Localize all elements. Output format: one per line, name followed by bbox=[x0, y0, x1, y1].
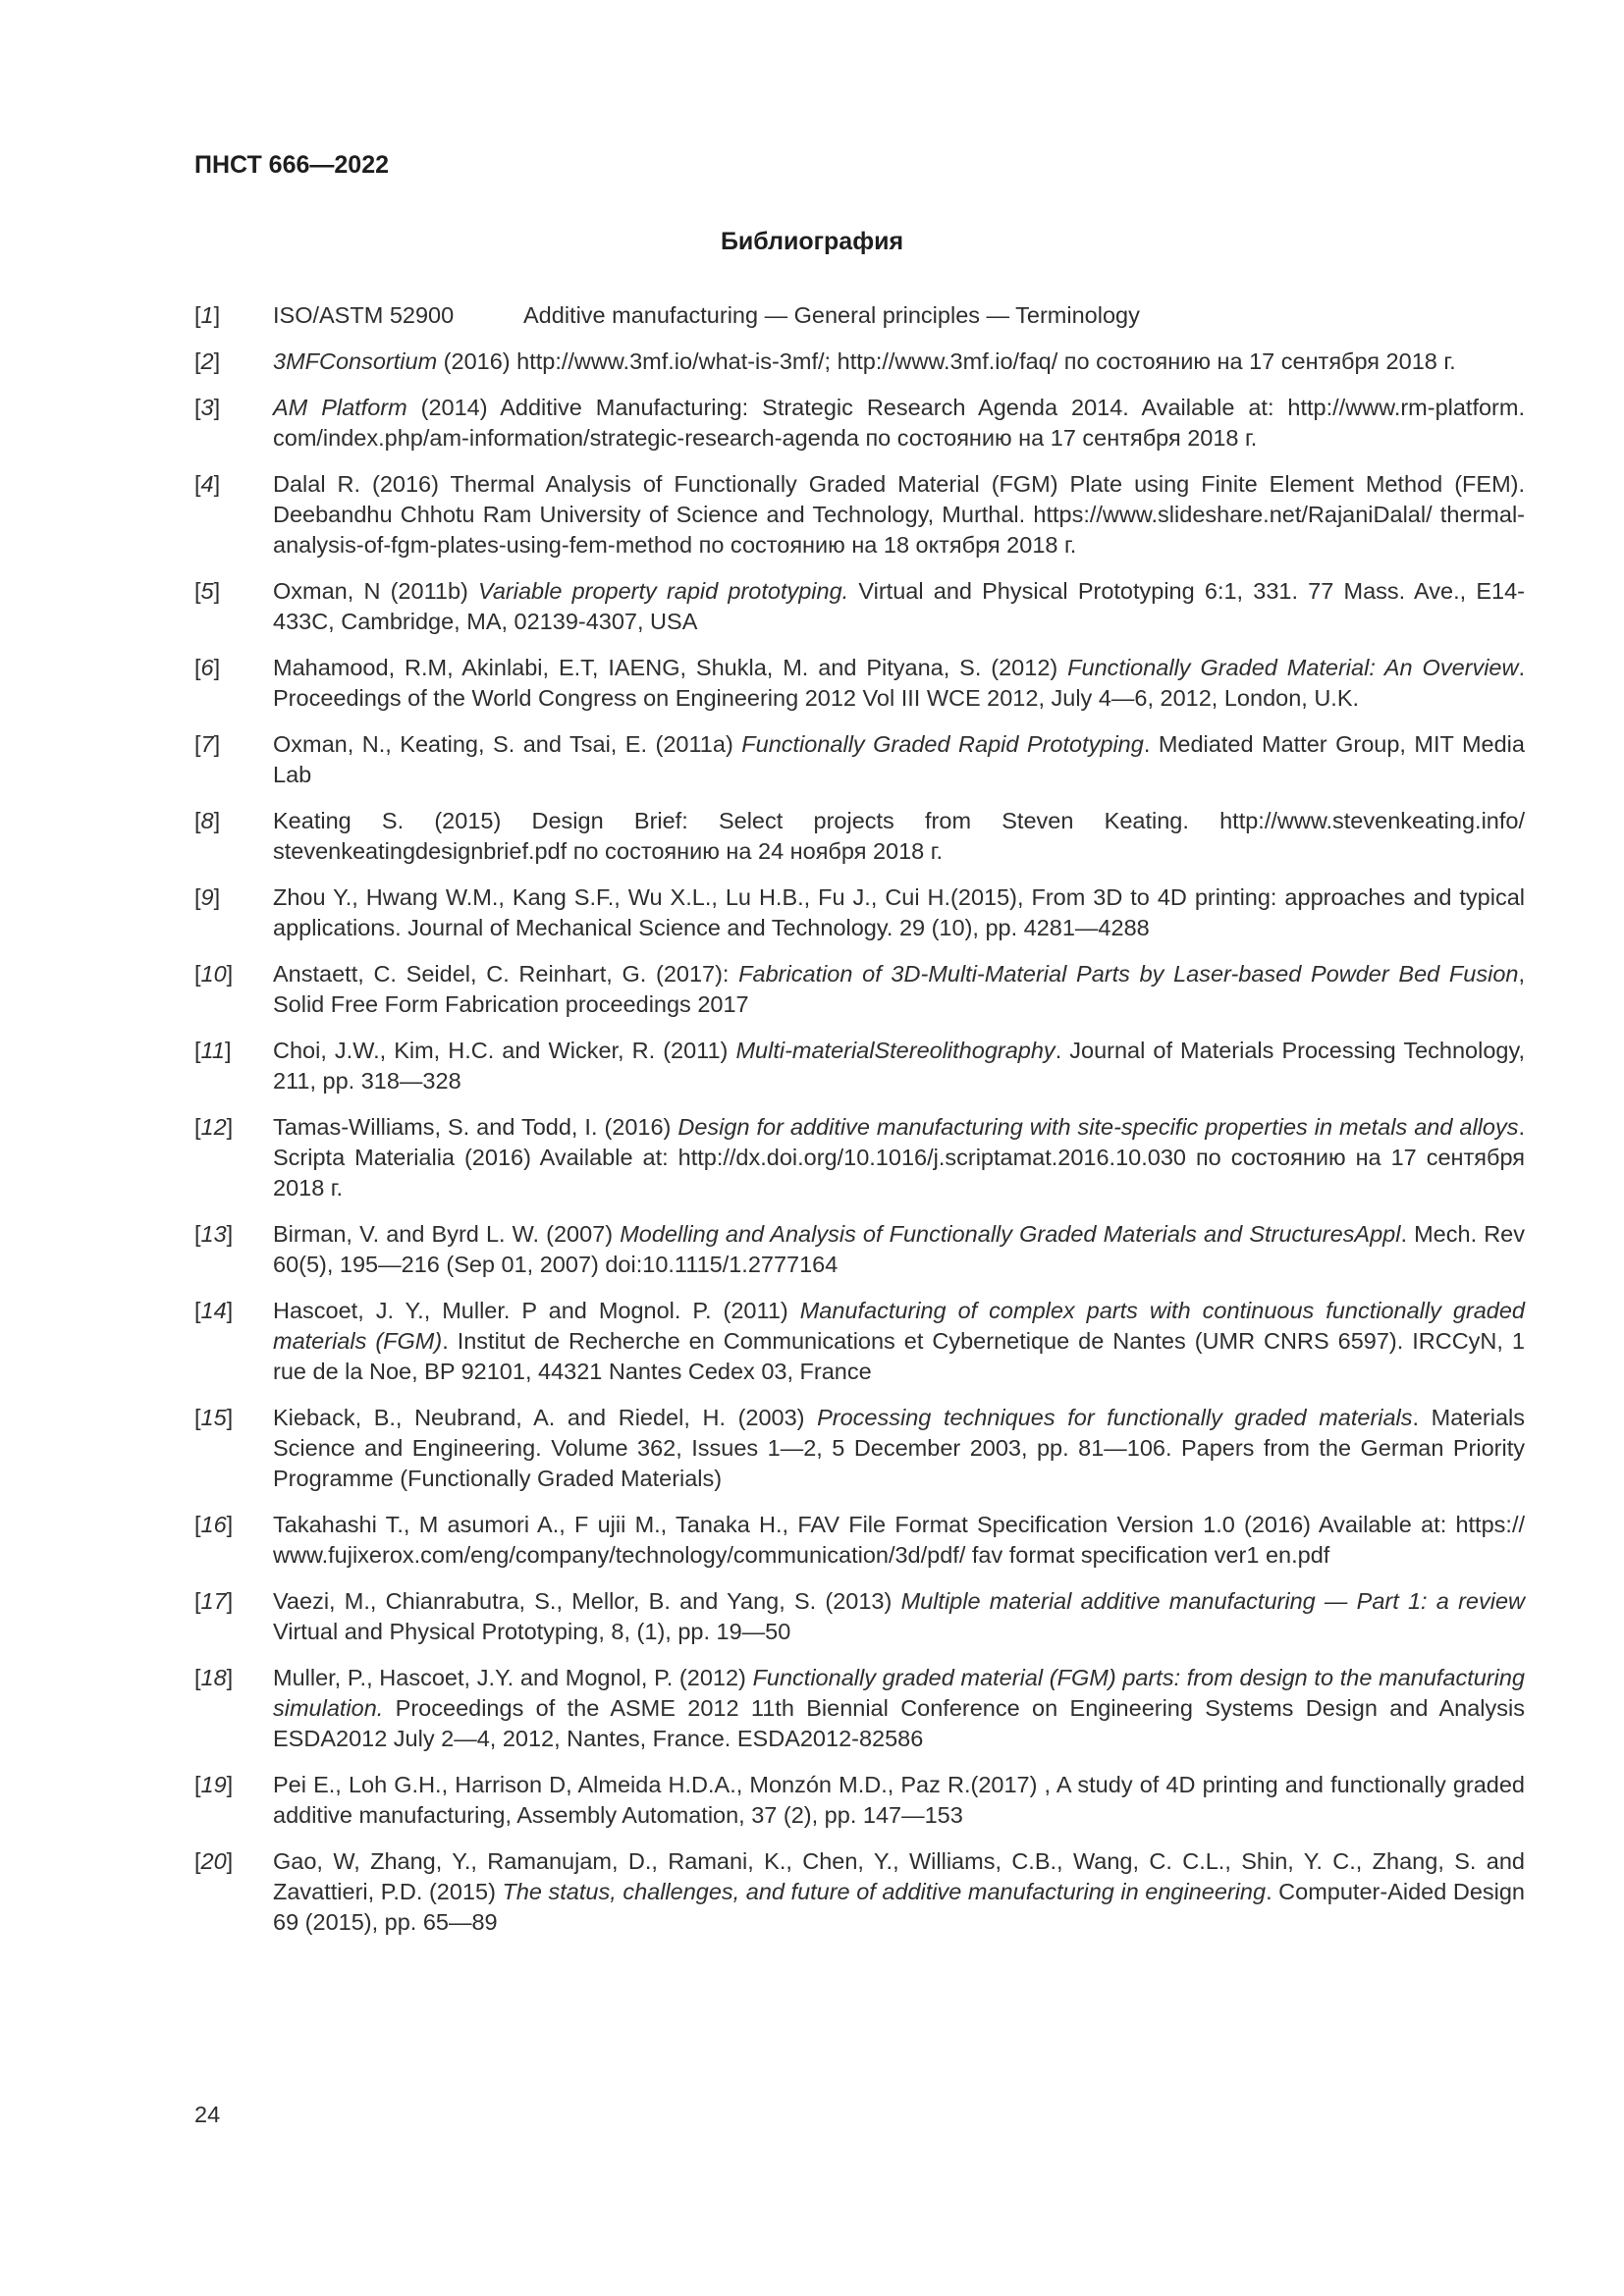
entry-number: [2] bbox=[194, 348, 221, 374]
entry-number-value: 5 bbox=[200, 578, 214, 604]
page-number: 24 bbox=[194, 2102, 221, 2127]
entry-italic-title: Manufacturing of complex parts with continuous functionally graded materials (FGM) bbox=[273, 1298, 1525, 1354]
entry-number-value: 7 bbox=[200, 731, 214, 757]
bibliography-entry bbox=[194, 1846, 1525, 1938]
entry-text bbox=[273, 348, 1456, 374]
entry-number: [15] bbox=[194, 1405, 234, 1430]
entry-text bbox=[273, 1665, 1525, 1751]
bibliography-title: Библиография bbox=[720, 228, 904, 255]
entry-text bbox=[273, 961, 1525, 1017]
entry-text-segment: Tamas-Williams, S. and Todd, I. (2016) bbox=[273, 1114, 678, 1140]
entry-text-segment: . Materials Science and Engineering. Volume 362, Issues 1—2, 5 December 2003, pp. 81—106. Papers from the German Priority Programme (Functionally Graded Materials) bbox=[273, 1405, 1525, 1491]
entry-text-segment: . Mech. Rev 60(5), 195—216 (Sep 01, 2007) doi:10.1115/1.2777164 bbox=[273, 1221, 1525, 1277]
entry-italic-title: Fabrication of 3D-Multi-Material Parts by Laser-based Powder Bed Fusion bbox=[738, 961, 1519, 987]
entry-text bbox=[273, 655, 1525, 711]
entry-italic-title: Functionally Graded Material: An Overview bbox=[1067, 655, 1519, 680]
entry-text-segment: Additive manufacturing — General principles — Terminology bbox=[523, 302, 1140, 328]
entry-text-segment: Hascoet, J. Y., Muller. P and Mognol. P. (2011) bbox=[273, 1298, 800, 1323]
bibliography-entry bbox=[194, 347, 1525, 377]
entry-text-segment: Virtual and Physical Prototyping 6:1, 331. 77 Mass. Ave., E14-433C, Cambridge, MA, 02139-4307, USA bbox=[273, 578, 1525, 634]
bibliography-entry bbox=[194, 393, 1525, 454]
entry-number-value: 16 bbox=[200, 1512, 227, 1537]
bibliography-entry bbox=[194, 1296, 1525, 1387]
entry-number: [10] bbox=[194, 961, 234, 987]
entry-number: [11] bbox=[194, 1038, 232, 1063]
entry-text bbox=[273, 1114, 1525, 1201]
entry-number-value: 20 bbox=[200, 1848, 227, 1874]
entry-number: [4] bbox=[194, 471, 221, 497]
entry-italic-title: Design for additive manufacturing with site-specific properties in metals and alloys bbox=[677, 1114, 1519, 1140]
entry-number-value: 1 bbox=[200, 302, 214, 328]
entry-text bbox=[273, 1588, 1525, 1644]
bibliography-entry bbox=[194, 1770, 1525, 1831]
entry-text bbox=[273, 471, 1525, 558]
entry-text-segment: Gao, W, Zhang, Y., Ramanujam, D., Ramani, K., Chen, Y., Williams, C.B., Wang, C. C.L., Shin, Y. C., Zhang, S. and Zavattieri, P.D. (2015) bbox=[273, 1848, 1525, 1904]
entry-text-segment: Mahamood, R.M, Akinlabi, E.T, IAENG, Shukla, M. and Pityana, S. (2012) bbox=[273, 655, 1068, 680]
entry-text bbox=[273, 808, 1525, 864]
bibliography-entry bbox=[194, 1112, 1525, 1203]
entry-text-segment: Oxman, N., Keating, S. and Tsai, E. (2011a) bbox=[273, 731, 742, 757]
entry-number-value: 15 bbox=[200, 1405, 227, 1430]
bibliography-entry bbox=[194, 1036, 1525, 1096]
entry-text-segment: Muller, P., Hascoet, J.Y. and Mognol, P. (2012) bbox=[273, 1665, 753, 1690]
entry-text bbox=[273, 1848, 1525, 1935]
entry-number-value: 6 bbox=[200, 655, 214, 680]
entry-number-value: 4 bbox=[200, 471, 214, 497]
entry-number: [16] bbox=[194, 1512, 234, 1537]
entry-text bbox=[273, 1221, 1525, 1277]
entry-text-segment: Kieback, B., Neubrand, A. and Riedel, H. (2003) bbox=[273, 1405, 818, 1430]
entry-text-segment: Vaezi, M., Chianrabutra, S., Mellor, B. and Yang, S. (2013) bbox=[273, 1588, 901, 1614]
entry-text-segment: . Computer-Aided Design 69 (2015), pp. 65—89 bbox=[273, 1879, 1525, 1935]
entry-text-segment: . Scripta Materialia (2016) Available at: http://dx.doi.org/10.1016/j.scriptamat.2016.10.030 по состоянию на 17 сентября 2018 г. bbox=[273, 1114, 1525, 1201]
entry-number: [14] bbox=[194, 1298, 234, 1323]
entry-text bbox=[273, 1512, 1525, 1568]
bibliography-entry bbox=[194, 1219, 1525, 1280]
entry-italic-title: Functionally Graded Rapid Prototyping bbox=[741, 731, 1144, 757]
bibliography-entry bbox=[194, 959, 1525, 1020]
entry-italic-title: Variable property rapid prototyping. bbox=[478, 578, 849, 604]
bibliography-entry bbox=[194, 300, 1525, 331]
entry-italic-title: Multiple material additive manufacturing — Part 1: a review bbox=[900, 1588, 1525, 1614]
entry-text bbox=[273, 731, 1525, 787]
entry-italic-title: Processing techniques for functionally graded materials bbox=[817, 1405, 1413, 1430]
entry-text-segment: (2014) Additive Manufacturing: Strategic Research Agenda 2014. Available at: http://www.rm-platform. com/index.php/am-information/strategic-research-agenda по состоянию на 17 сентября 2018 г. bbox=[273, 395, 1525, 451]
bibliography-list bbox=[194, 300, 1525, 1953]
entry-number-value: 3 bbox=[200, 395, 214, 420]
entry-text bbox=[273, 1772, 1525, 1828]
entry-text-segment: Choi, J.W., Kim, H.C. and Wicker, R. (2011) bbox=[273, 1038, 736, 1063]
entry-number-value: 9 bbox=[200, 884, 214, 910]
entry-text-segment: Dalal R. (2016) Thermal Analysis of Functionally Graded Material (FGM) Plate using Finite Element Method (FEM). Deebandhu Chhotu Ram University of Science and Technology, Murthal. https://www.slideshare.net/RajaniDalal/ thermal-analysis-of-fgm-plates-using-fem-method по состоянию на 18 октября 2018 г. bbox=[273, 471, 1525, 558]
bibliography-entry bbox=[194, 1663, 1525, 1754]
entry-number-value: 2 bbox=[200, 348, 214, 374]
entry-number: [12] bbox=[194, 1114, 234, 1140]
entry-number: [19] bbox=[194, 1772, 234, 1797]
entry-italic-title: Modelling and Analysis of Functionally Graded Materials and StructuresAppl bbox=[620, 1221, 1401, 1247]
entry-text-segment: . Mediated Matter Group, MIT Media Lab bbox=[273, 731, 1525, 787]
entry-number: [3] bbox=[194, 395, 221, 420]
entry-text-segment: . Proceedings of the World Congress on Engineering 2012 Vol III WCE 2012, July 4—6, 2012, London, U.K. bbox=[273, 655, 1526, 711]
bibliography-entry bbox=[194, 1510, 1525, 1571]
entry-text bbox=[273, 1405, 1525, 1491]
bibliography-entry bbox=[194, 1586, 1525, 1647]
entry-text-segment: Takahashi T., M asumori A., F ujii M., Tanaka H., FAV File Format Specification Version 1.0 (2016) Available at: https:// www.fujixerox.com/eng/company/technology/communication/3d/pdf/ fav format specification ver1 en.pdf bbox=[273, 1512, 1525, 1568]
entry-italic-title: 3MFConsortium bbox=[273, 348, 438, 374]
entry-number-value: 11 bbox=[200, 1038, 225, 1063]
entry-text-segment: Virtual and Physical Prototyping, 8, (1), pp. 19—50 bbox=[273, 1619, 791, 1644]
bibliography-entry bbox=[194, 469, 1525, 561]
entry-text bbox=[273, 1038, 1525, 1094]
entry-text bbox=[273, 578, 1525, 634]
entry-italic-title: The status, challenges, and future of additive manufacturing in engineering bbox=[502, 1879, 1267, 1904]
entry-number: [13] bbox=[194, 1221, 234, 1247]
entry-number-value: 10 bbox=[200, 961, 227, 987]
entry-number: [20] bbox=[194, 1848, 234, 1874]
bibliography-entry bbox=[194, 576, 1525, 637]
entry-text-segment: Oxman, N (2011b) bbox=[273, 578, 479, 604]
entry-text-segment: Zhou Y., Hwang W.M., Kang S.F., Wu X.L., Lu H.B., Fu J., Cui H.(2015), From 3D to 4D printing: approaches and typical applications. Journal of Mechanical Science and Technology. 29 (10), pp. 4281—4288 bbox=[273, 884, 1525, 940]
entry-text-segment: Birman, V. and Byrd L. W. (2007) bbox=[273, 1221, 621, 1247]
entry-number: [8] bbox=[194, 808, 221, 833]
entry-number-value: 12 bbox=[200, 1114, 227, 1140]
entry-text-segment: Anstaett, C. Seidel, C. Reinhart, G. (2017): bbox=[273, 961, 739, 987]
bibliography-entry bbox=[194, 806, 1525, 867]
entry-number-value: 17 bbox=[200, 1588, 227, 1614]
entry-text-segment: (2016) http://www.3mf.io/what-is-3mf/; http://www.3mf.io/faq/ по состоянию на 17 сентября 2018 г. bbox=[437, 348, 1456, 374]
bibliography-entry bbox=[194, 653, 1525, 714]
bibliography-entry bbox=[194, 1403, 1525, 1494]
entry-number: [9] bbox=[194, 884, 221, 910]
entry-text-segment: Pei E., Loh G.H., Harrison D, Almeida H.D.A., Monzón M.D., Paz R.(2017) , A study of 4D printing and functionally graded additive manufacturing, Assembly Automation, 37 (2), pp. 147—153 bbox=[273, 1772, 1525, 1828]
entry-number: [1] bbox=[194, 302, 221, 328]
entry-text-segment: , Solid Free Form Fabrication proceedings 2017 bbox=[273, 961, 1525, 1017]
entry-text-segment: . Institut de Recherche en Communications et Cybernetique de Nantes (UMR CNRS 6597). IRCCyN, 1 rue de la Noe, BP 92101, 44321 Nantes Cedex 03, France bbox=[273, 1328, 1525, 1384]
entry-text bbox=[273, 395, 1525, 451]
entry-number-value: 18 bbox=[200, 1665, 227, 1690]
entry-text-segment: . Journal of Materials Processing Technology, 211, pp. 318—328 bbox=[273, 1038, 1525, 1094]
entry-italic-title: Functionally graded material (FGM) parts: from design to the manufacturing simulation. bbox=[273, 1665, 1525, 1721]
entry-number-value: 14 bbox=[200, 1298, 227, 1323]
entry-text-segment: Keating S. (2015) Design Brief: Select projects from Steven Keating. http://www.stevenkeating.info/ stevenkeatingdesignbrief.pdf по состоянию на 24 ноября 2018 г. bbox=[273, 808, 1525, 864]
entry-number-value: 8 bbox=[200, 808, 214, 833]
entry-text-segment: Proceedings of the ASME 2012 11th Biennial Conference on Engineering Systems Design and Analysis ESDA2012 July 2—4, 2012, Nantes, France. ESDA2012-82586 bbox=[273, 1695, 1525, 1751]
bibliography-entry bbox=[194, 882, 1525, 943]
entry-number-value: 13 bbox=[200, 1221, 227, 1247]
standard-code: ISO/ASTM 52900 bbox=[273, 302, 455, 328]
entry-number: [5] bbox=[194, 578, 221, 604]
entry-number: [17] bbox=[194, 1588, 234, 1614]
entry-text bbox=[273, 1298, 1525, 1384]
entry-number-value: 19 bbox=[200, 1772, 227, 1797]
entry-number: [7] bbox=[194, 731, 221, 757]
entry-text bbox=[273, 884, 1525, 940]
document-code: ПНСТ 666—2022 bbox=[194, 151, 389, 179]
entry-italic-title: Multi-materialStereolithography bbox=[735, 1038, 1056, 1063]
bibliography-entry bbox=[194, 729, 1525, 790]
entry-number: [18] bbox=[194, 1665, 234, 1690]
entry-italic-title: AM Platform bbox=[273, 395, 407, 420]
entry-text bbox=[273, 302, 1140, 328]
entry-number: [6] bbox=[194, 655, 221, 680]
